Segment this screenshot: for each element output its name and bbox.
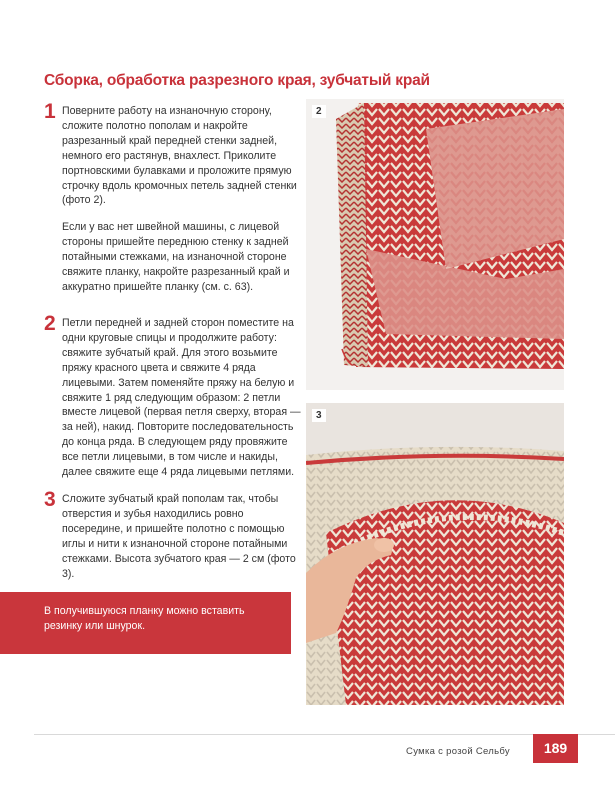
knitted-fabric-hand-image [306,403,564,705]
photo-2 [306,99,564,390]
footer-divider [34,734,615,735]
step-number: 1 [44,100,56,123]
step-3 [44,488,304,593]
tip-text: В получившуюся планку можно вставить резинку или шнурок. [44,605,245,632]
step-number: 2 [44,312,56,335]
footer-book-title: Сумка с розой Сельбу [406,746,510,757]
step-number: 3 [44,488,56,511]
knitted-fabric-image [306,99,564,390]
step-paragraph: Если у вас нет швейной машины, с лицевой стороны пришейте переднюю стенку к задней потайными стежками, на изнаночной стороне свяжите планку, накройте разрезанный край и аккуратно пришейте планку (см. с. 63). [62,221,290,293]
photo-3 [306,403,564,705]
step-paragraph: Петли передней и задней сторон поместите на одни круговые спицы и продолжите работу: свяжите зубчатый край. Для этого возьмите пряжу красного цвета и свяжите 4 ряда лицевыми. Затем поменяйте пряжу на белую и свяжите 1 ряд следующим образом: 2 петли вместе лицевой (первая петля сверху, вторая — за ней), накид. Повторите последовательность до конца ряда. В следующем ряду провяжите все петли лицевыми, в том числе и накиды, далее свяжите еще 4 ряда лицевыми петлями. [62,317,301,479]
watermark: PassionForum.ru [520,782,609,794]
page-number: 189 [533,734,578,763]
tip-callout [0,592,291,654]
step-2 [44,312,304,492]
step-1 [44,100,304,307]
photo-label: 3 [312,409,326,422]
section-heading: Сборка, обработка разрезного края, зубчатый край [44,72,430,89]
step-paragraph: Сложите зубчатый край пополам так, чтобы отверстия и зубья находились ровно посередине, и пришейте полотно с помощью иглы и нити к изнаночной стороне потайными стежками. Высота зубчатого края — 2 см (фото 3). [62,493,296,580]
step-paragraph: Поверните работу на изнаночную сторону, сложите полотно пополам и накройте разрезанный край передней стенки задней, немного его растянув, внахлест. Приколите портновскими булавками и проложите прямую строчку вдоль кромочных петель задней стенки (фото 2). [62,105,297,207]
photo-label: 2 [312,105,326,118]
